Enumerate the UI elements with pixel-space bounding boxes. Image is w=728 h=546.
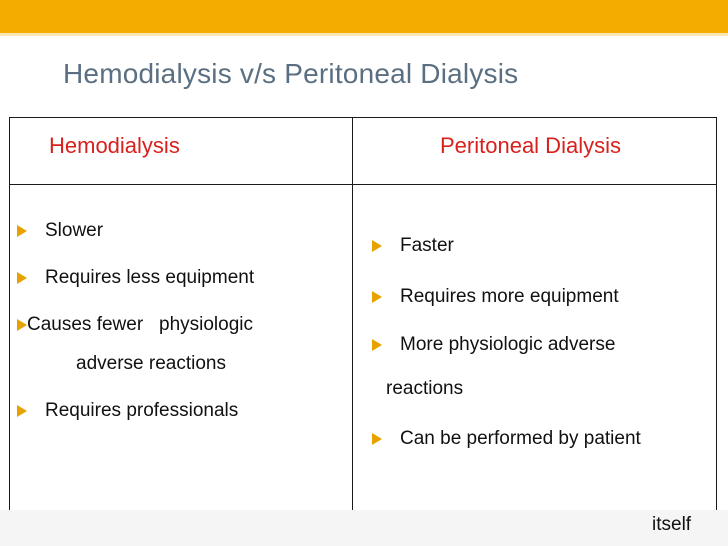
top-accent-stripe	[0, 33, 728, 36]
slide-title: Hemodialysis v/s Peritoneal Dialysis	[63, 58, 519, 89]
arrow-bullet-icon	[372, 433, 382, 445]
list-item-text: Requires professionals	[45, 400, 239, 421]
arrow-bullet-icon	[372, 291, 382, 303]
list-item-left-1	[17, 220, 103, 242]
list-item-text: Slower	[45, 220, 104, 241]
arrow-bullet-icon	[17, 225, 27, 237]
list-item-left-3-continuation: adverse reactions	[76, 353, 226, 374]
list-item-text: More physiologic adverse	[400, 334, 616, 355]
list-item-right-2	[372, 286, 619, 308]
column-header-peritoneal-dialysis: Peritoneal Dialysis	[440, 133, 621, 158]
list-item-text: Requires more equipment	[400, 286, 619, 307]
list-item-right-1	[372, 235, 454, 257]
bottom-band	[0, 510, 728, 546]
list-item-right-4-continuation: itself	[652, 514, 692, 535]
list-item-text: Causes fewer physiologic	[27, 314, 253, 335]
list-item-right-3-continuation: reactions	[386, 378, 464, 399]
list-item-text: Can be performed by patient	[400, 428, 641, 449]
list-item-left-2	[17, 267, 254, 289]
column-divider	[352, 118, 353, 511]
arrow-bullet-icon	[17, 405, 27, 417]
list-item-left-4	[17, 400, 238, 422]
arrow-bullet-icon	[372, 339, 382, 351]
list-item-text: Faster	[400, 235, 454, 256]
column-header-hemodialysis: Hemodialysis	[49, 133, 180, 158]
list-item-right-3	[372, 334, 615, 356]
top-accent-bar	[0, 0, 728, 33]
list-item-left-3	[17, 314, 253, 336]
header-divider	[10, 184, 716, 185]
list-item-text: Requires less equipment	[45, 267, 255, 288]
list-item-right-4	[372, 428, 641, 450]
arrow-bullet-icon	[17, 272, 27, 284]
arrow-bullet-icon	[372, 240, 382, 252]
arrow-bullet-icon	[17, 319, 27, 331]
